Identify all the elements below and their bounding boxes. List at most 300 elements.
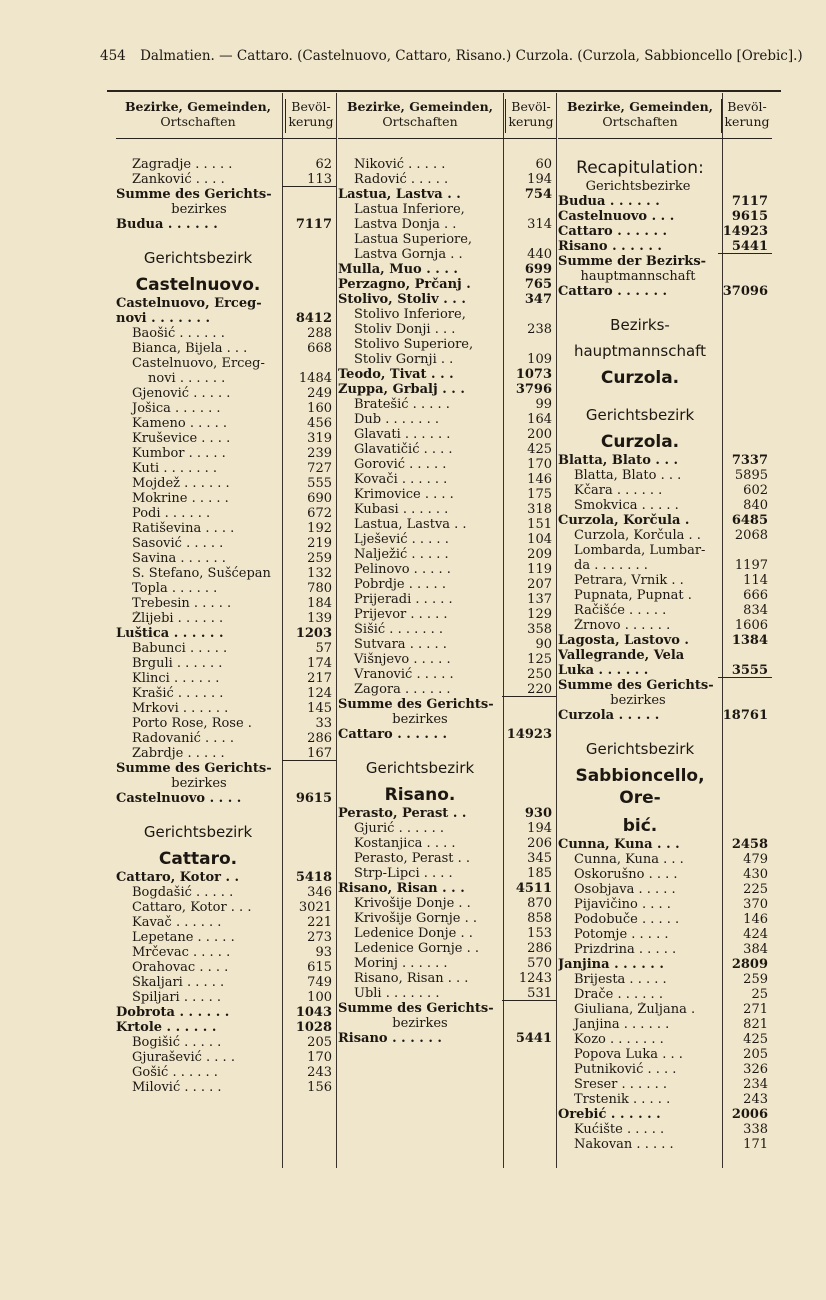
population-value: [502, 232, 556, 247]
table-row: [558, 194, 772, 209]
place-name: Vallegrande, Vela: [558, 648, 685, 663]
place-name: Lastua Superiore,: [354, 232, 473, 247]
place-name: Prijevor . . . . .: [354, 607, 448, 622]
table-row: [116, 217, 336, 232]
place-name: Trebesin . . . . .: [132, 596, 232, 611]
table-row: [338, 307, 556, 322]
place-name: Cattaro . . . . . .: [558, 224, 668, 239]
place-name: novi . . . . . . .: [116, 311, 210, 326]
column-header: [558, 93, 772, 139]
place-name: bezirkes: [171, 776, 227, 791]
population-value: 139: [307, 611, 332, 626]
population-value: [718, 693, 772, 708]
place-name: Pelinovo . . . . .: [354, 562, 451, 577]
table-row: [338, 337, 556, 352]
population-value: 1028: [295, 1020, 332, 1035]
population-value: 690: [307, 491, 332, 506]
column-divider: [556, 93, 557, 1168]
place-name: Ledenice Donje . .: [354, 926, 473, 941]
place-name: Teodo, Tivat . . .: [338, 367, 454, 382]
table-row: [558, 1032, 772, 1047]
population-value: 209: [527, 547, 552, 562]
section-heading: bić.: [622, 816, 658, 836]
column-header: [116, 93, 336, 139]
population-value: 160: [307, 401, 332, 416]
population-value: 14923: [506, 727, 552, 742]
table-row: [338, 442, 556, 457]
table-row: [558, 224, 772, 239]
place-name: Krimovice . . . .: [354, 487, 454, 502]
place-name: Krivošije Gornje . .: [354, 911, 477, 926]
place-name: Janjina . . . . . .: [574, 1017, 670, 1032]
population-value: 62: [315, 157, 332, 172]
population-value: 834: [743, 603, 768, 618]
spacer: [116, 232, 336, 242]
population-value: 90: [535, 637, 552, 652]
table-row: [558, 1017, 772, 1032]
place-name: Krašić . . . . . .: [132, 686, 224, 701]
place-name: Gerichtsbezirke: [585, 179, 691, 194]
population-value: [502, 202, 556, 217]
table-row: [338, 202, 556, 217]
population-value: 243: [743, 1092, 768, 1107]
table-row: [338, 971, 556, 986]
population-value: 114: [743, 573, 768, 588]
place-name: Žrnovo . . . . . .: [574, 618, 671, 633]
population-value: 1073: [515, 367, 552, 382]
table-row: [558, 912, 772, 927]
table-row: [558, 603, 772, 618]
population-value: 319: [307, 431, 332, 446]
population-value: 146: [527, 472, 552, 487]
population-value: 2006: [731, 1107, 768, 1122]
section-heading: Sabbioncello, Ore-: [575, 766, 705, 808]
place-name: Prijeradi . . . . .: [354, 592, 453, 607]
table-row: [338, 806, 556, 821]
column-header: [338, 93, 556, 139]
place-name: Mulla, Muo . . . .: [338, 262, 458, 277]
population-value: 219: [307, 536, 332, 551]
table-row: [116, 960, 336, 975]
place-name: Cattaro . . . . . .: [338, 727, 448, 742]
place-name: Potomje . . . . .: [574, 927, 669, 942]
population-value: 1384: [731, 633, 768, 648]
table-row: [116, 776, 336, 791]
place-name: Blatta, Blato . . .: [558, 453, 679, 468]
place-name: Račišće . . . . .: [574, 603, 667, 618]
population-value: 2809: [731, 957, 768, 972]
place-name: Kumbor . . . . .: [132, 446, 226, 461]
population-value: 8412: [295, 311, 332, 326]
place-name: Kozo . . . . . . .: [574, 1032, 664, 1047]
column-body: [116, 157, 336, 1095]
population-value: 125: [527, 652, 552, 667]
population-value: 205: [307, 1035, 332, 1050]
place-name: Lagosta, Lastovo .: [558, 633, 689, 648]
section-heading: Curzola.: [600, 368, 680, 388]
population-value: 9615: [295, 791, 332, 806]
population-value: 250: [527, 667, 552, 682]
population-value: 164: [527, 412, 552, 427]
population-value: 119: [527, 562, 552, 577]
place-name: Risano, Risan . . .: [354, 971, 469, 986]
population-value: 345: [527, 851, 552, 866]
table-row: [116, 596, 336, 611]
place-name: Petrara, Vrnik . .: [574, 573, 684, 588]
population-value: 175: [527, 487, 552, 502]
table-row: [558, 1002, 772, 1017]
population-value: 259: [743, 972, 768, 987]
population-value: 194: [527, 821, 552, 836]
place-name: Gorović . . . . .: [354, 457, 447, 472]
table-row: [116, 626, 336, 641]
place-name: Baošić . . . . . .: [132, 326, 225, 341]
place-name: Nakovan . . . . .: [574, 1137, 674, 1152]
population-value: 347: [524, 292, 552, 307]
section-heading: Curzola.: [600, 432, 680, 452]
table-row: [338, 487, 556, 502]
place-name: Ubli . . . . . . .: [354, 986, 440, 1001]
place-name: Topla . . . . . .: [132, 581, 218, 596]
table-row: [116, 187, 336, 202]
table-row: [338, 367, 556, 382]
population-value: 259: [307, 551, 332, 566]
table-row: [558, 468, 772, 483]
table-row: [558, 693, 772, 708]
table-row: [558, 209, 772, 224]
population-value: 668: [307, 341, 332, 356]
place-name: Kavač . . . . . .: [132, 915, 222, 930]
place-name: Lastua, Lastva . .: [354, 517, 467, 532]
table-row: [116, 791, 336, 806]
place-name: Podi . . . . . .: [132, 506, 211, 521]
table-row: [116, 172, 336, 187]
table-row: [558, 588, 772, 603]
place-name: Škaljari . . . . .: [132, 975, 225, 990]
place-name: Brguli . . . . . .: [132, 656, 223, 671]
table-row: [558, 453, 772, 468]
population-value: 185: [527, 866, 552, 881]
population-value: 124: [307, 686, 332, 701]
population-value: 206: [527, 836, 552, 851]
table-row: [558, 573, 772, 588]
table-row: [558, 972, 772, 987]
table-row: [558, 648, 772, 663]
table-row: [338, 727, 556, 742]
place-name: Prizdrina . . . . .: [574, 942, 677, 957]
place-name: Zanković . . . .: [132, 172, 225, 187]
table-row: [116, 476, 336, 491]
spacer: [558, 299, 772, 309]
table-row: [338, 292, 556, 307]
table-row: [116, 521, 336, 536]
population-value: 5441: [515, 1031, 552, 1046]
population-value: [282, 761, 336, 776]
place-name: Summe des Gerichts-: [558, 678, 714, 693]
table-row: [558, 897, 772, 912]
place-name: Stolivo Superiore,: [354, 337, 474, 352]
population-value: 314: [527, 217, 552, 232]
place-name: Špiljari . . . . .: [132, 990, 222, 1005]
table-row: [558, 618, 772, 633]
population-value: 200: [527, 427, 552, 442]
table-row: [116, 581, 336, 596]
place-name: Sutvara . . . . .: [354, 637, 447, 652]
page-header: [100, 48, 803, 64]
place-name: Brijesta . . . . .: [574, 972, 667, 987]
section-heading: Gerichtsbezirk: [143, 823, 253, 841]
population-value: 286: [527, 941, 552, 956]
population-value: 370: [743, 897, 768, 912]
population-value: 1484: [298, 371, 332, 386]
population-value: 570: [527, 956, 552, 971]
population-value: 100: [307, 990, 332, 1005]
population-value: 765: [524, 277, 552, 292]
place-name: Budua . . . . . .: [558, 194, 660, 209]
table-row: [338, 622, 556, 637]
population-value: 780: [307, 581, 332, 596]
table-row: [116, 446, 336, 461]
population-value: 5418: [295, 870, 332, 885]
population-value: 171: [743, 1137, 768, 1152]
population-value: 5441: [718, 239, 772, 254]
place-name: Kostanjica . . . .: [354, 836, 456, 851]
population-value: [282, 296, 336, 311]
population-value: [502, 697, 556, 712]
place-name: Castelnuovo . . .: [558, 209, 675, 224]
table-row: [338, 277, 556, 292]
population-value: 217: [307, 671, 332, 686]
header-name: Bezirke, Gemeinden, Ortschaften: [124, 99, 272, 129]
place-name: Summe der Bezirks-: [558, 254, 707, 269]
population-value: 346: [307, 885, 332, 900]
place-name: Drače . . . . . .: [574, 987, 663, 1002]
place-name: Gjurić . . . . . .: [354, 821, 445, 836]
population-value: 184: [307, 596, 332, 611]
place-name: Nalježić . . . . .: [354, 547, 449, 562]
section-heading: Bezirks-: [610, 316, 670, 334]
section-heading: Risano.: [384, 785, 456, 805]
population-value: 2458: [731, 837, 768, 852]
place-name: Sasović . . . . .: [132, 536, 224, 551]
place-name: Porto Rose, Rose .: [132, 716, 252, 731]
table-row: [338, 1031, 556, 1046]
place-name: Giuliana, Žuljana .: [574, 1002, 696, 1017]
population-value: 1243: [518, 971, 552, 986]
place-name: Kovači . . . . . .: [354, 472, 448, 487]
table-column-1: [116, 93, 336, 1095]
place-name: Risano . . . . . .: [558, 239, 662, 254]
population-value: 930: [524, 806, 552, 821]
population-value: [502, 307, 556, 322]
place-name: da . . . . . . .: [574, 558, 648, 573]
table-row: [558, 528, 772, 543]
table-row: [558, 558, 772, 573]
population-value: 156: [307, 1080, 332, 1095]
table-column-2: [338, 93, 556, 1046]
population-value: 288: [307, 326, 332, 341]
table-row: [558, 543, 772, 558]
table-row: [558, 633, 772, 648]
table-row: [338, 577, 556, 592]
population-value: 2068: [734, 528, 768, 543]
table-row: [116, 671, 336, 686]
spacer: [558, 723, 772, 733]
population-value: 99: [535, 397, 552, 412]
place-name: Castelnuovo, Erceg-: [132, 356, 265, 371]
table-row: [116, 975, 336, 990]
population-value: 93: [315, 945, 332, 960]
table-row: [338, 881, 556, 896]
place-name: Krtole . . . . . .: [116, 1020, 217, 1035]
section-heading: hauptmannschaft: [573, 342, 707, 360]
table-row: [116, 461, 336, 476]
place-name: Šišić . . . . . . .: [354, 622, 444, 637]
population-value: 205: [743, 1047, 768, 1062]
population-value: 5895: [734, 468, 768, 483]
header-name: Bezirke, Gemeinden, Ortschaften: [566, 99, 714, 129]
population-value: 425: [527, 442, 552, 457]
population-value: 194: [527, 172, 552, 187]
place-name: Niković . . . . .: [354, 157, 446, 172]
population-value: 153: [527, 926, 552, 941]
place-name: Cattaro, Kotor . .: [116, 870, 240, 885]
population-value: 167: [282, 746, 336, 761]
population-value: [282, 187, 336, 202]
population-value: 33: [315, 716, 332, 731]
table-row: [116, 506, 336, 521]
place-name: Luka . . . . . .: [558, 663, 649, 678]
place-name: Kruševice . . . .: [132, 431, 231, 446]
population-value: [718, 543, 772, 558]
place-name: Zuppa, Grbalj . . .: [338, 382, 465, 397]
place-name: Sreser . . . . . .: [574, 1077, 667, 1092]
table-row: [116, 930, 336, 945]
population-value: 145: [307, 701, 332, 716]
population-value: 57: [315, 641, 332, 656]
section-heading: Gerichtsbezirk: [143, 249, 253, 267]
place-name: Babunci . . . . .: [132, 641, 228, 656]
table-row: [116, 1050, 336, 1065]
table-row: [338, 956, 556, 971]
population-value: 425: [743, 1032, 768, 1047]
table-row: [116, 416, 336, 431]
population-value: 170: [527, 457, 552, 472]
place-name: Luštica . . . . . .: [116, 626, 224, 641]
header-population: Bevöl- kerung: [285, 99, 336, 133]
population-value: 7117: [731, 194, 768, 209]
table-row: [338, 851, 556, 866]
place-name: Stolivo, Stoliv . . .: [338, 292, 466, 307]
place-name: Pupnata, Pupnat .: [574, 588, 692, 603]
table-row: [116, 491, 336, 506]
table-row: [558, 852, 772, 867]
place-name: S. Stefano, Sušćepan: [132, 566, 271, 581]
table-row: [338, 712, 556, 727]
place-name: Pijavičino . . . .: [574, 897, 671, 912]
table-row: [116, 431, 336, 446]
place-name: Višnjevo . . . . .: [354, 652, 451, 667]
table-row: [116, 1005, 336, 1020]
place-name: Kameno . . . . .: [132, 416, 228, 431]
population-value: 555: [307, 476, 332, 491]
table-row: [558, 483, 772, 498]
table-row: [338, 172, 556, 187]
table-row: [338, 427, 556, 442]
place-name: Jošica . . . . . .: [132, 401, 221, 416]
population-value: 18761: [722, 708, 768, 723]
place-name: Kuti . . . . . . .: [132, 461, 218, 476]
table-row: [338, 682, 556, 697]
place-name: Kčara . . . . . .: [574, 483, 663, 498]
population-value: 113: [282, 172, 336, 187]
place-name: Dub . . . . . . .: [354, 412, 439, 427]
place-name: Dobrota . . . . . .: [116, 1005, 230, 1020]
table-row: [338, 1016, 556, 1031]
column-divider: [336, 93, 337, 1168]
place-name: Putniković . . . .: [574, 1062, 677, 1077]
place-name: Gjenović . . . . .: [132, 386, 231, 401]
population-value: 60: [535, 157, 552, 172]
table-row: [558, 1062, 772, 1077]
population-value: 615: [307, 960, 332, 975]
population-value: 749: [307, 975, 332, 990]
table-row: [116, 870, 336, 885]
table-row: [558, 867, 772, 882]
table-row: [558, 663, 772, 678]
table-row: [116, 686, 336, 701]
place-name: Kućište . . . . .: [574, 1122, 665, 1137]
place-name: Pobrdje . . . . .: [354, 577, 446, 592]
population-value: 170: [307, 1050, 332, 1065]
table-row: [338, 412, 556, 427]
table-row: [116, 1020, 336, 1035]
place-name: bezirkes: [392, 1016, 448, 1031]
population-value: [502, 712, 556, 727]
place-name: Milović . . . . .: [132, 1080, 222, 1095]
place-name: Žlijebi . . . . . .: [132, 611, 224, 626]
page-title: Dalmatien. — Cattaro. (Castelnuovo, Cattaro, Risano.) Curzola. (Curzola, Sabbioncello [Orebic].): [140, 48, 803, 64]
section-heading: Gerichtsbezirk: [585, 406, 695, 424]
place-name: Stoliv Gornji . .: [354, 352, 454, 367]
table-row: [338, 562, 556, 577]
header-population: Bevöl- kerung: [721, 99, 772, 133]
table-row: [558, 1092, 772, 1107]
place-name: Stolivo Inferiore,: [354, 307, 466, 322]
table-row: [116, 945, 336, 960]
population-value: 273: [307, 930, 332, 945]
table-row: [338, 322, 556, 337]
table-row: [116, 1080, 336, 1095]
table-row: [558, 942, 772, 957]
place-name: Orahovac . . . .: [132, 960, 229, 975]
place-name: Curzola, Korčula .: [558, 513, 690, 528]
section-heading: Gerichtsbezirk: [365, 759, 475, 777]
population-value: 699: [524, 262, 552, 277]
population-value: 3021: [298, 900, 332, 915]
population-value: 238: [527, 322, 552, 337]
population-value: 870: [527, 896, 552, 911]
population-value: 602: [743, 483, 768, 498]
population-value: [718, 648, 772, 663]
table-row: [558, 1047, 772, 1062]
table-row: [558, 269, 772, 284]
population-value: 151: [527, 517, 552, 532]
page-number: 454: [100, 48, 126, 64]
population-value: 384: [743, 942, 768, 957]
table-row: [116, 157, 336, 172]
place-name: Castelnuovo . . . .: [116, 791, 242, 806]
